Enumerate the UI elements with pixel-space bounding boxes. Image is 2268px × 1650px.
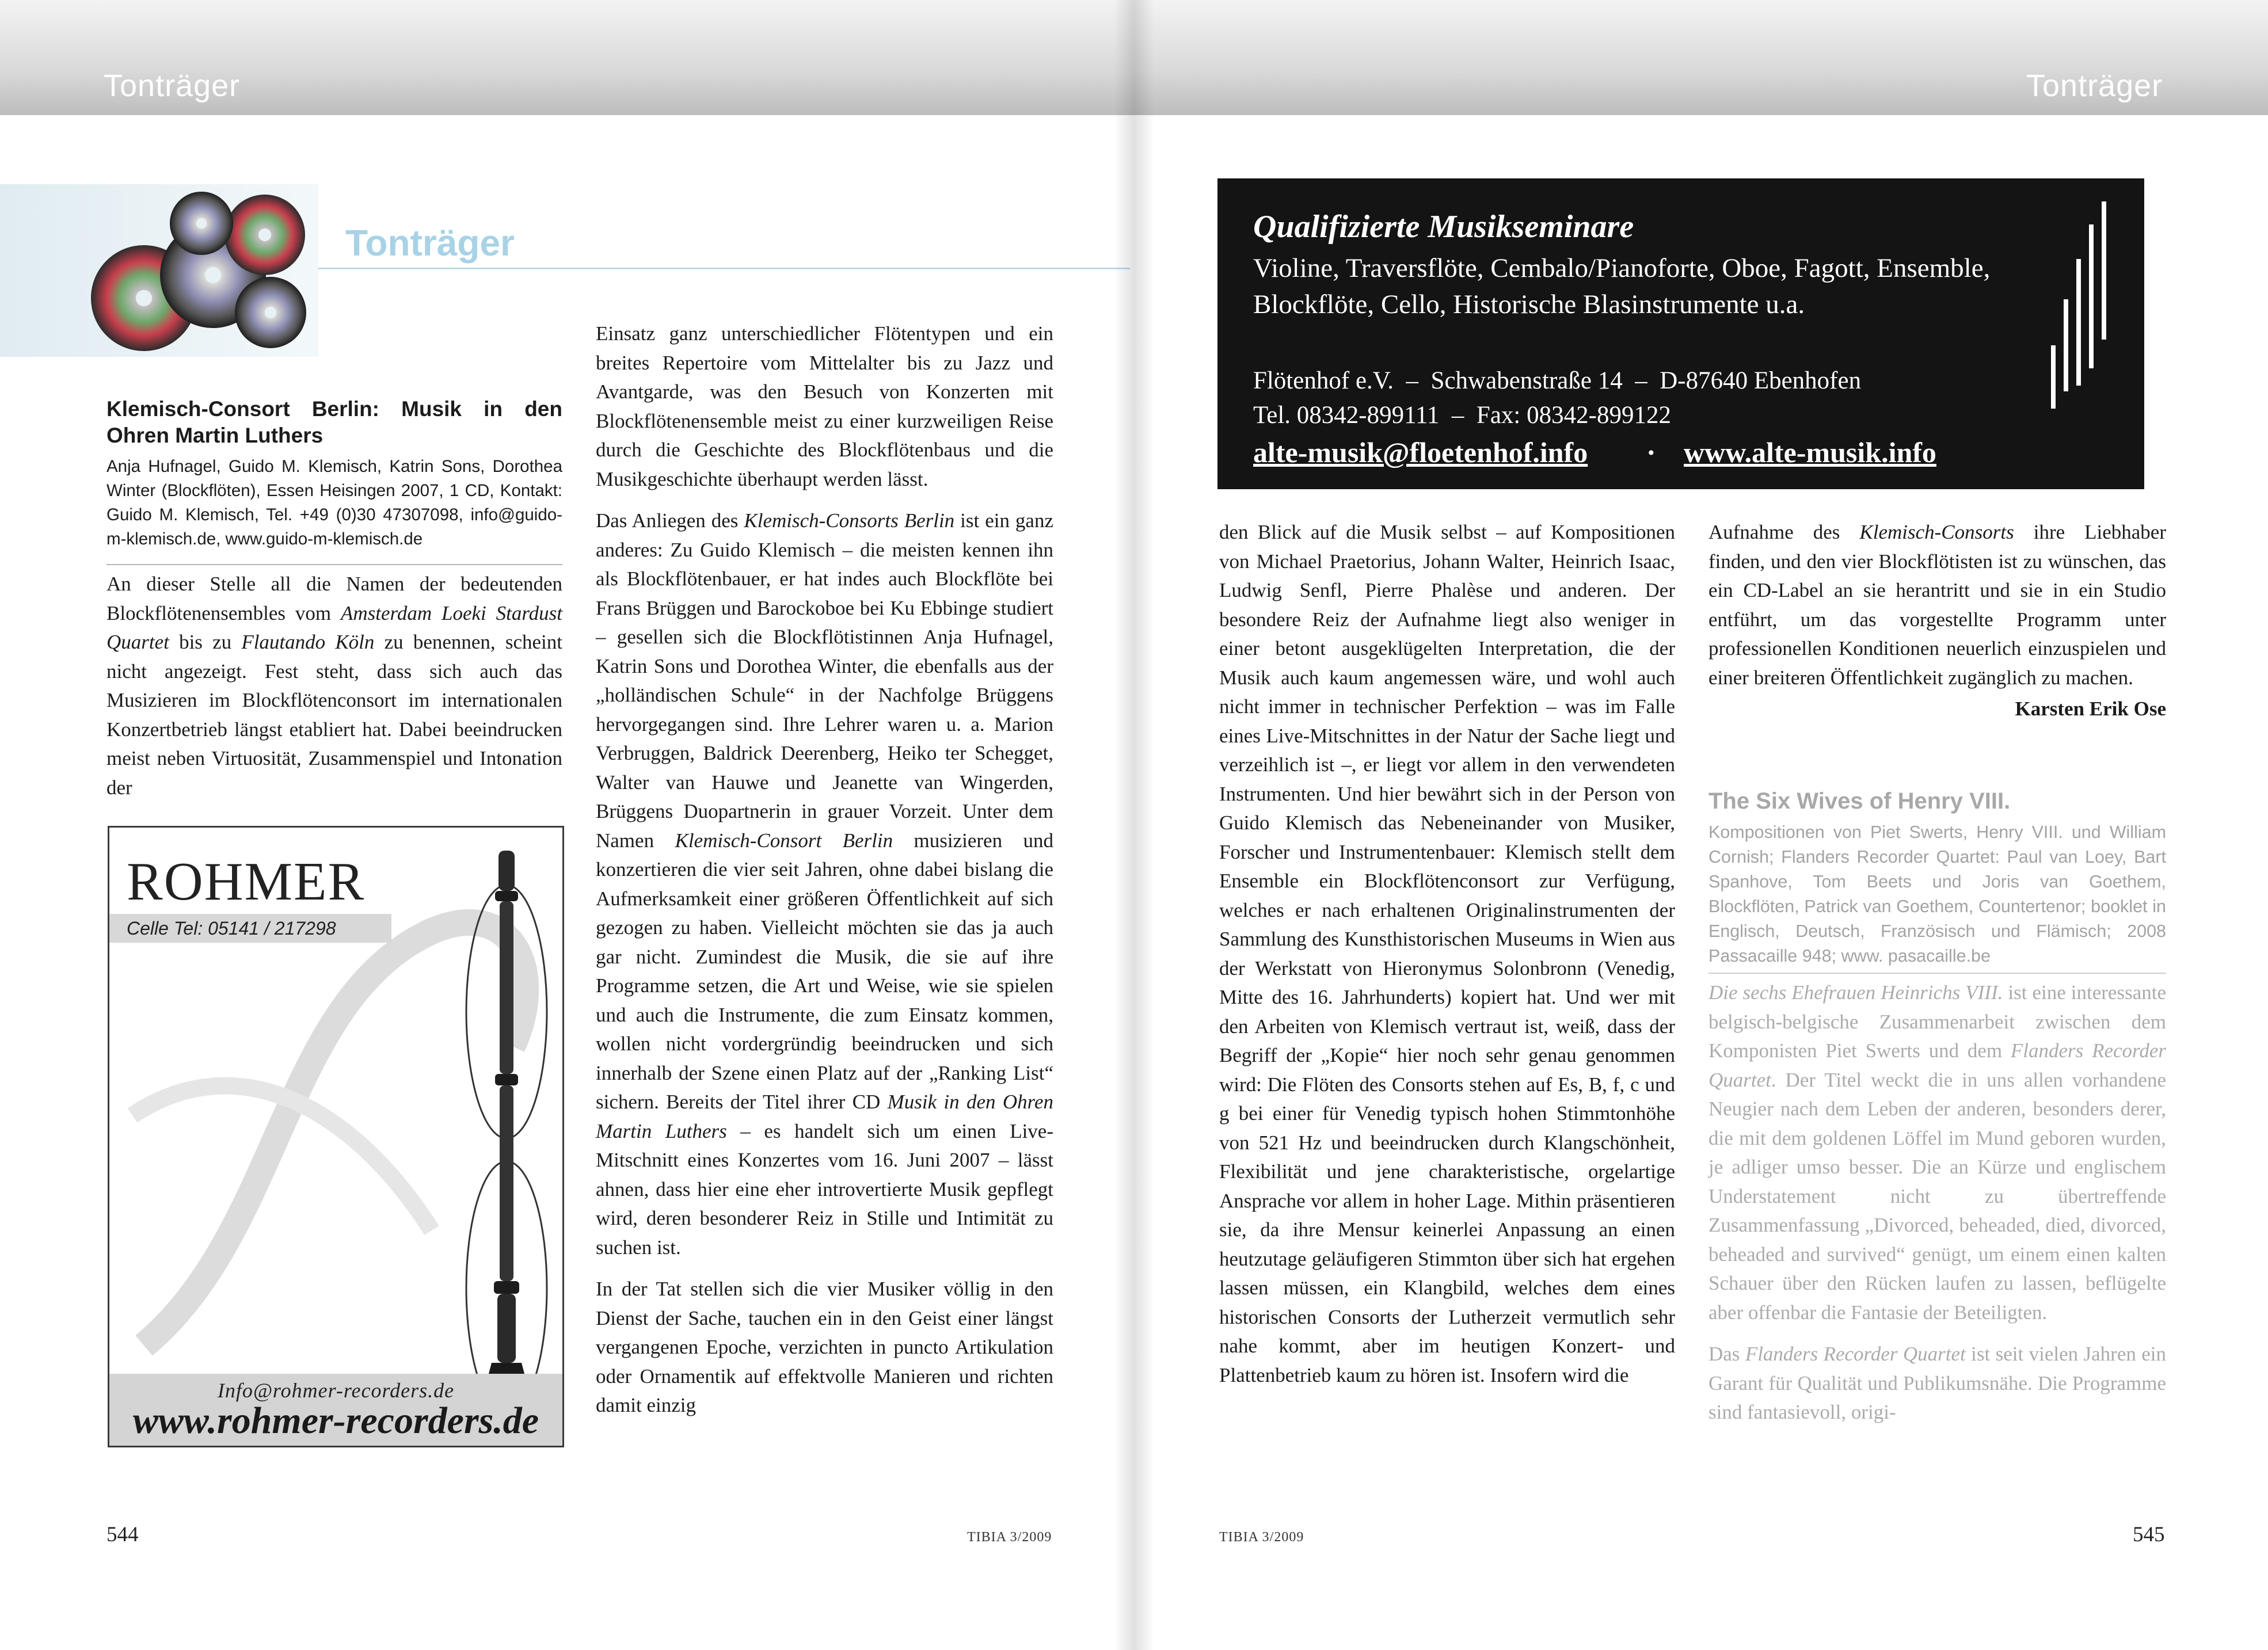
- rohmer-phone: Celle Tel: 05141 / 217298: [109, 914, 391, 943]
- review-title: Klemisch-Consort Berlin: Musik in den Ohren Martin Luthers: [106, 397, 562, 447]
- review2-divider: [1708, 973, 2166, 974]
- cd-discs-image: [81, 189, 322, 356]
- journal-issue: TIBIA 3/2009: [1219, 1530, 1304, 1545]
- organ-pipes-logo: [2046, 201, 2115, 443]
- right-page: [1134, 0, 2268, 1650]
- review-divider: [106, 564, 562, 565]
- review-author: Karsten Erik Ose: [2015, 698, 2166, 720]
- page-number: 544: [106, 1523, 139, 1546]
- running-head: Tonträger: [104, 68, 241, 103]
- rohmer-website[interactable]: www.rohmer-recorders.de: [132, 1400, 539, 1442]
- review-meta: Anja Hufnagel, Guido M. Klemisch, Katrin Sons, Dorothea Winter (Blockflöten), Essen Heisingen 2007, 1 CD, Kontakt: Guido M. Klemisch, Tel. +49 (0)30 47307098, info@guido-m-klemisch.de, www.guido-m-klemisch.de: [106, 457, 562, 548]
- section-header-box: [0, 184, 318, 357]
- review-paragraph: Aufnahme des Klemisch-Consorts ihre Liebhaber finden, und den vier Blockflötisten ist zu wünschen, das ein CD-Label an sie herantritt und sie in ein Studio entführt, um das vorgestellte Programm unter professionellen Konditionen neuerlich einzuspielen und einer breiteren Öffentlichkeit zugänglich zu machen.: [1708, 521, 2166, 689]
- rohmer-name: ROHMER: [127, 852, 366, 912]
- page-number: 545: [2133, 1523, 2165, 1546]
- seminar-email[interactable]: alte-musik@floetenhof.info: [1253, 436, 1588, 468]
- review2-title: The Six Wives of Henry VIII.: [1708, 788, 2011, 814]
- review2-paragraph: Das Flanders Recorder Quartet ist seit vielen Jahren ein Garant für Qualität und Publikumsnähe. Die Programme sind fantasievoll, origi-: [1708, 1343, 2167, 1423]
- review-column-2: [596, 319, 1053, 1433]
- seminar-advertisement: [1217, 178, 2144, 489]
- rohmer-email[interactable]: Info@rohmer-recorders.de: [217, 1379, 455, 1402]
- review2-meta: Kompositionen von Piet Swerts, Henry VIII. und William Cornish; Flanders Recorder Quartet: Paul van Loey, Bart Spanhove, Tom Beets und Joris van Goethem, Blockflöten, Patrick van Goethem, Countertenor; booklet in Englisch, Deutsch, Französisch und Flämisch; 2008 Passacaille 948; www. pasacaille.be: [1708, 822, 2166, 966]
- review-column-1: [106, 570, 562, 815]
- review-paragraph: In der Tat stellen sich die vier Musiker völlig in den Dienst der Sache, tauchen ein in den Geist einer längst vergangenen Epoche, verzichten in puncto Artikulation oder Ornamentik auf effektvolle Manieren und richten damit einzig: [596, 1278, 1053, 1416]
- section-rule: [318, 268, 1130, 269]
- review-paragraph: Das Anliegen des Klemisch-Consorts Berlin ist ein ganz anderes: Zu Guido Klemisch – die meisten kennen ihn als Blockflötenbauer, er hat indes auch Blockflöte bei Frans Brüggen und Barockoboe bei Ku Ebbinge studiert – gesellen sich die Blockflötistinnen Anja Hufnagel, Katrin Sons und Dorothea Winter, die ebenfalls aus der „holländischen Schule“ in der Nachfolge Brüggens hervorgegangen sind. Ihre Lehrer waren u. a. Marion Verbruggen, Baldrick Deerenberg, Heiko ter Schegget, Walter van Hauwe und Jeanette van Wingerden, Brüggens Duopartnerin in grauer Vorzeit. Unter dem Namen Klemisch-Consort Berlin musizieren und konzertieren die vier seit Jahren, ohne dabei bislang die Aufmerksamkeit einer größeren Öffentlichkeit auf sich gezogen zu haben. Vielleicht möchten sie das ja auch gar nicht. Zumindest die Musik, die sie auf ihre Programme setzen, die Art und Weise, wie sie spielen und auch die Instrumente, die zum Einsatz kommen, wollen nicht vordergründig beeindrucken und sich innerhalb der Szene einen Platz auf der „Ranking List“ sichern. Bereits der Titel ihrer CD Musik in den Ohren Martin Luthers – es handelt sich um einen Live-Mitschnitt eines Konzertes vom 16. Juni 2007 – lässt ahnen, dass hier eine eher introvertierte Musik gepflegt wird, deren besonderer Reiz in Stille und Intimität zu suchen ist.: [596, 509, 1054, 1259]
- running-head: Tonträger: [2026, 68, 2163, 103]
- review-column-3: [1219, 518, 1675, 1403]
- review-column-4: [1708, 518, 2166, 724]
- seminar-website[interactable]: www.alte-musik.info: [1684, 436, 1936, 468]
- seminar-instruments: Violine, Traversflöte, Cembalo/Pianoforte, Oboe, Fagott, Ensemble, Blockflöte, Cello, Historische Blasinstrumente u.a.: [1253, 253, 1991, 319]
- page-gutter: [1114, 0, 1154, 1650]
- rohmer-advertisement: [108, 826, 564, 1447]
- review2-column: [1708, 978, 2166, 1440]
- rohmer-contact-band: [109, 1374, 562, 1446]
- journal-issue: TIBIA 3/2009: [967, 1530, 1052, 1545]
- review2-paragraph: Die sechs Ehefrauen Heinrichs VIII. ist eine interessante belgisch-belgische Zusammenarbeit zwischen dem Komponisten Piet Swerts und dem Flanders Recorder Quartet. Der Titel weckt die in uns allen vorhandene Neugier nach dem Leben der anderen, besonders derer, die mit dem goldenen Löffel im Mund geboren wurden, je adliger umso besser. Die an Kürze und englischem Understatement nicht zu übertreffende Zusammenfassung „Divorced, beheaded, died, divorced, beheaded and survived“ genügt, um einem einen kalten Schauer über den Rücken laufen zu lassen, beflügelte aber offenbar die Fantasie der Beteiligten.: [1708, 981, 2166, 1324]
- review-paragraph: Einsatz ganz unterschiedlicher Flötentypen und ein breites Repertoire vom Mittelalter bis zu Jazz und Avantgarde, was den Besuch von Konzerten mit Blockflötenensemble meist zu einer kurzweiligen Reise durch die Geschichte des Blockflötenbaus und die Musikgeschichte überhaupt werden lässt.: [596, 322, 1053, 490]
- seminar-address: Flötenhof e.V. – Schwabenstraße 14 – D-87640 Ebenhofen Tel. 08342-899111 – Fax: 08342-899122: [1253, 367, 1862, 429]
- review-paragraph: An dieser Stelle all die Namen der bedeutenden Blockflötenensembles vom Amsterdam Loeki Stardust Quartet bis zu Flautando Köln zu benennen, scheint nicht angezeigt. Fest steht, dass sich auch das Musizieren im Blockflötenconsort im internationalen Konzertbetrieb längst etabliert hat. Dabei beeindrucken meist neben Virtuosität, Zusammenspiel und Intonation der: [106, 573, 562, 799]
- section-title: Tonträger: [345, 222, 515, 264]
- review-paragraph: den Blick auf die Musik selbst – auf Kompositionen von Michael Praetorius, Johann Walter, Heinrich Isaac, Ludwig Senfl, Pierre Phalèse und anderen. Der besondere Reiz der Aufnahme liegt also weniger in einer betont ausgeklügelten Interpretation, die der Musik auch kaum angemessen wäre, und wohl auch nicht immer in technischer Perfektion – was im Falle eines Live-Mitschnittes in der Natur der Sache liegt und verzeihlich ist –, er liegt vor allem in den verwendeten Instrumenten. Und hier bewährt sich in der Person von Guido Klemisch das Nebeneinander von Musiker, Forscher und Instrumentenbauer: Klemisch stellt dem Ensemble ein Blockflötenconsort zur Verfügung, welches er nach erhaltenen Originalinstrumenten der Sammlung des Kunsthistorischen Museums in Wien aus der Werkstatt von Hieronymus Solonbronn (Venedig, Mitte des 16. Jahrhunderts) kopiert hat. Und wer mit den Arbeiten von Klemisch vertraut ist, weiß, dass der Begriff der „Kopie“ hier noch sehr genau genommen wird: Die Flöten des Consorts stehen auf Es, B, f, c und g bei einer für Venedig typisch hohen Stimmtonhöhe von 521 Hz und beeindrucken durch Klangschönheit, Flexibilität und jene charakteristische, orgelartige Ansprache vor allem in hoher Lage. Mithin präsentieren sie, da ihre Mensur keinerlei Anpassung an einen heutzutage geläufigeren Stimmton über sich hat ergehen lassen müssen, ein Klangbild, welches dem eines historischen Consorts der Lutherzeit vermutlich sehr nahe kommt, aber im heutigen Konzert- und Plattenbetrieb kaum zu hören ist. Insofern wird die: [1219, 521, 1675, 1386]
- seminar-separator: ·: [1646, 436, 1656, 468]
- seminar-title: Qualifizierte Musikseminare: [1253, 209, 1634, 245]
